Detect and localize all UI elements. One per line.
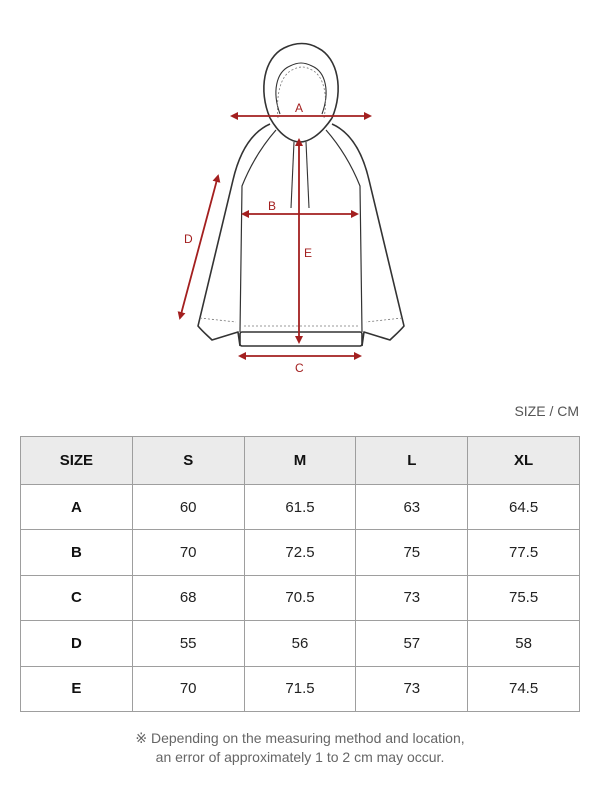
table-row: [21, 485, 580, 530]
table-cell: 68: [132, 575, 244, 620]
table-cell: 70.5: [244, 575, 356, 620]
table-cell: 70: [132, 530, 244, 575]
table-cell: 64.5: [468, 485, 580, 530]
table-cell: 56: [244, 621, 356, 666]
body-right: [332, 124, 404, 346]
measure-arrows: [180, 116, 370, 356]
hem: [240, 332, 362, 346]
row-label: B: [21, 530, 133, 575]
table-cell: 63: [356, 485, 468, 530]
column-header: SIZE: [21, 437, 133, 485]
row-label: C: [21, 575, 133, 620]
table-row: [21, 666, 580, 711]
label-b: B: [268, 199, 277, 213]
table-cell: 55: [132, 621, 244, 666]
column-header: M: [244, 437, 356, 485]
label-d: D: [184, 232, 193, 246]
drawstring-left: [291, 142, 294, 208]
collar: [270, 118, 332, 142]
table-header-row: [21, 437, 580, 485]
table-cell: 70: [132, 666, 244, 711]
table-cell: 75.5: [468, 575, 580, 620]
body-left: [198, 124, 270, 346]
arrow-d: [180, 176, 218, 318]
row-label: D: [21, 621, 133, 666]
table-cell: 58: [468, 621, 580, 666]
row-label: A: [21, 485, 133, 530]
column-header: L: [356, 437, 468, 485]
table-cell: 75: [356, 530, 468, 575]
table-cell: 61.5: [244, 485, 356, 530]
table-cell: 73: [356, 575, 468, 620]
raglan-left: [240, 130, 276, 332]
unit-label: SIZE / CM: [514, 403, 579, 419]
hoodie-outline: [198, 44, 404, 347]
table-cell: 72.5: [244, 530, 356, 575]
label-e: E: [304, 246, 313, 260]
raglan-right: [326, 130, 362, 332]
table-cell: 71.5: [244, 666, 356, 711]
row-label: E: [21, 666, 133, 711]
table-cell: 77.5: [468, 530, 580, 575]
column-header: XL: [468, 437, 580, 485]
table-row: [21, 530, 580, 575]
column-header: S: [132, 437, 244, 485]
note-line: ※ Depending on the measuring method and location,: [135, 730, 465, 746]
table-row: [21, 621, 580, 666]
table-cell: 57: [356, 621, 468, 666]
size-table: [20, 436, 580, 712]
table-row: [21, 575, 580, 620]
drawstring-right: [306, 142, 309, 208]
label-c: C: [295, 361, 304, 375]
measurement-note: [0, 729, 600, 767]
label-a: A: [295, 101, 304, 115]
table-cell: 74.5: [468, 666, 580, 711]
note-line: an error of approximately 1 to 2 cm may occur.: [155, 749, 445, 765]
table-cell: 60: [132, 485, 244, 530]
table-cell: 73: [356, 666, 468, 711]
